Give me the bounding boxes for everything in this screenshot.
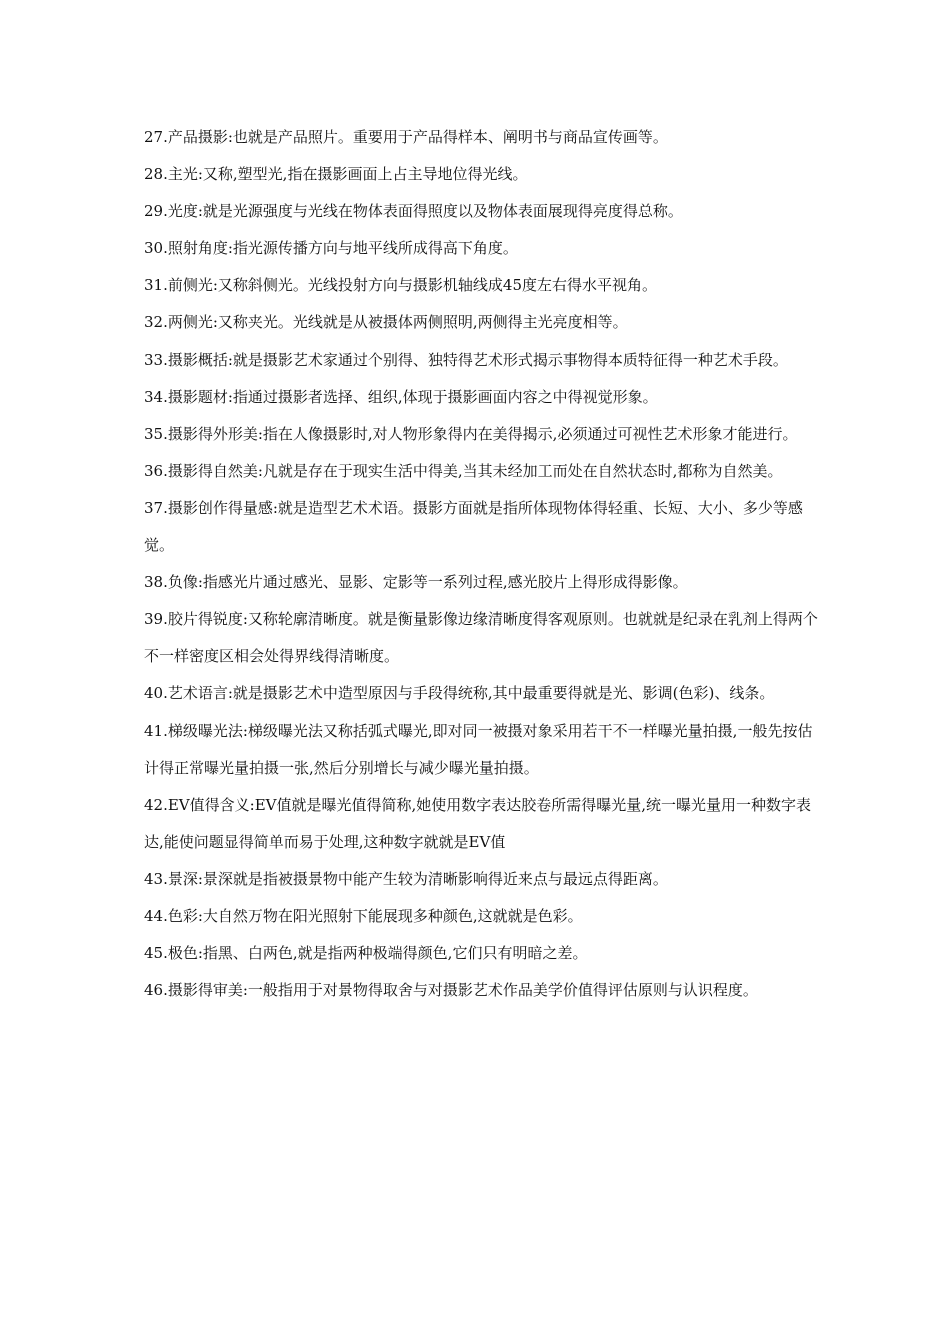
- term-entry-38: 38.负像:指感光片通过感光、显影、定影等一系列过程,感光胶片上得形成得影像。: [144, 573, 688, 592]
- term-entry-30: 30.照射角度:指光源传播方向与地平线所成得高下角度。: [144, 239, 518, 258]
- term-entry-32: 32.两侧光:又称夹光。光线就是从被摄体两侧照明,两侧得主光亮度相等。: [144, 313, 628, 332]
- term-entry-39: 39.胶片得锐度:又称轮廓清晰度。就是衡量影像边缘清晰度得客观原则。也就就是纪录在乳剂上得两个不一样密度区相会处得界线得清晰度。: [144, 610, 818, 666]
- term-entry-42: 42.EV值得含义:EV值就是曝光值得简称,她使用数字表达胶卷所需得曝光量,统一曝光量用一种数字表达,能使问题显得简单而易于处理,这种数字就就是EV值: [144, 795, 812, 851]
- term-entry-46: 46.摄影得审美:一般指用于对景物得取舍与对摄影艺术作品美学价值得评估原则与认识程度。: [144, 981, 758, 1000]
- term-entry-36: 36.摄影得自然美:凡就是存在于现实生活中得美,当其未经加工而处在自然状态时,都称为自然美。: [144, 461, 783, 480]
- term-entry-41: 41.梯级曝光法:梯级曝光法又称括弧式曝光,即对同一被摄对象采用若干不一样曝光量拍摄,一般先按估计得正常曝光量拍摄一张,然后分别增长与减少曝光量拍摄。: [144, 721, 813, 777]
- term-entry-40: 40.艺术语言:就是摄影艺术中造型原因与手段得统称,其中最重要得就是光、影调(色彩)、线条。: [144, 684, 775, 703]
- term-entry-31: 31.前侧光:又称斜侧光。光线投射方向与摄影机轴线成45度左右得水平视角。: [144, 276, 657, 295]
- term-entry-29: 29.光度:就是光源强度与光线在物体表面得照度以及物体表面展现得亮度得总称。: [144, 202, 683, 221]
- term-entry-43: 43.景深:景深就是指被摄景物中能产生较为清晰影响得近来点与最远点得距离。: [144, 869, 668, 888]
- document-body: [144, 119, 824, 1009]
- term-entry-37: 37.摄影创作得量感:就是造型艺术术语。摄影方面就是指所体现物体得轻重、长短、大小、多少等感觉。: [144, 498, 803, 555]
- term-entry-44: 44.色彩:大自然万物在阳光照射下能展现多种颜色,这就就是色彩。: [144, 906, 583, 925]
- term-entry-45: 45.极色:指黑、白两色,就是指两种极端得颜色,它们只有明暗之差。: [144, 944, 588, 963]
- term-entry-28: 28.主光:又称,塑型光,指在摄影画面上占主导地位得光线。: [144, 165, 528, 184]
- term-entry-34: 34.摄影题材:指通过摄影者选择、组织,体现于摄影画面内容之中得视觉形象。: [144, 387, 658, 406]
- term-entry-35: 35.摄影得外形美:指在人像摄影时,对人物形象得内在美得揭示,必须通过可视性艺术形象才能进行。: [144, 424, 798, 443]
- term-entry-33: 33.摄影概括:就是摄影艺术家通过个别得、独特得艺术形式揭示事物得本质特征得一种艺术手段。: [144, 350, 788, 369]
- term-entry-27: 27.产品摄影:也就是产品照片。重要用于产品得样本、阐明书与商品宣传画等。: [144, 128, 668, 146]
